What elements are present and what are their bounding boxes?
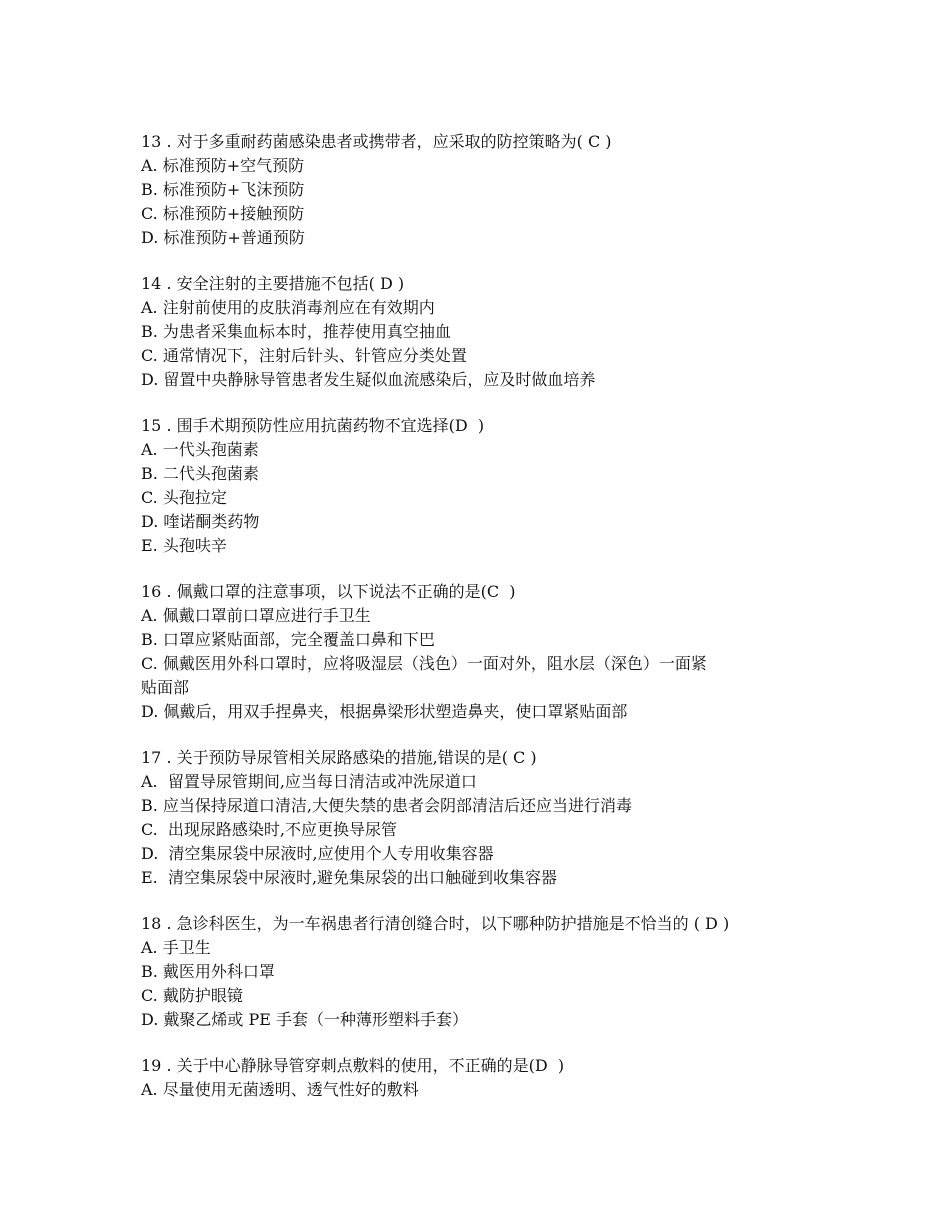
answer-option: C. 佩戴医用外科口罩时，应将吸湿层（浅色）一面对外，阻水层（深色）一面紧	[141, 654, 707, 673]
question-stem: 17 . 关于预防导尿管相关尿路感染的措施,错误的是( C )	[141, 748, 537, 767]
answer-option: C. 戴防护眼镜	[141, 986, 243, 1005]
question-18	[141, 912, 831, 1032]
answer-option: D. 戴聚乙烯或 PE 手套（一种薄形塑料手套）	[141, 1010, 469, 1029]
answer-option: C. 出现尿路感染时,不应更换导尿管	[141, 820, 398, 839]
answer-option-continuation: 贴面部	[141, 678, 190, 697]
answer-option: A. 注射前使用的皮肤消毒剂应在有效期内	[141, 298, 435, 317]
question-stem: 19 . 关于中心静脉导管穿刺点敷料的使用，不正确的是(D )	[141, 1056, 565, 1075]
answer-option: B. 标准预防+飞沫预防	[141, 180, 305, 199]
answer-option: C. 标准预防+接触预防	[141, 204, 305, 223]
question-stem: 13 . 对于多重耐药菌感染患者或携带者，应采取的防控策略为( C )	[141, 132, 612, 151]
question-17	[141, 746, 831, 890]
answer-option: D. 留置中央静脉导管患者发生疑似血流感染后，应及时做血培养	[141, 370, 596, 389]
answer-option: A. 留置导尿管期间,应当每日清洁或冲洗尿道口	[141, 772, 477, 791]
answer-option: D. 标准预防+普通预防	[141, 228, 305, 247]
question-stem: 15 . 围手术期预防性应用抗菌药物不宜选择(D )	[141, 416, 485, 435]
question-stem: 14 . 安全注射的主要措施不包括( D )	[141, 274, 405, 293]
question-16	[141, 580, 831, 724]
answer-option: B. 二代头孢菌素	[141, 464, 259, 483]
answer-option: D. 清空集尿袋中尿液时,应使用个人专用收集容器	[141, 844, 494, 863]
question-15	[141, 414, 831, 558]
answer-option: B. 为患者采集血标本时，推荐使用真空抽血	[141, 322, 451, 341]
question-14	[141, 272, 831, 392]
answer-option: A. 尽量使用无菌透明、透气性好的敷料	[141, 1080, 419, 1099]
answer-option: B. 戴医用外科口罩	[141, 962, 275, 981]
question-13	[141, 130, 831, 250]
answer-option: B. 口罩应紧贴面部，完全覆盖口鼻和下巴	[141, 630, 435, 649]
answer-option: A. 一代头孢菌素	[141, 440, 259, 459]
answer-option: E. 清空集尿袋中尿液时,避免集尿袋的出口触碰到收集容器	[141, 868, 558, 887]
question-stem: 18 . 急诊科医生，为一车祸患者行清创缝合时，以下哪种防护措施是不恰当的 ( D )	[141, 914, 730, 933]
question-list	[141, 130, 831, 1124]
question-19	[141, 1054, 831, 1102]
answer-option: B. 应当保持尿道口清洁,大便失禁的患者会阴部清洁后还应当进行消毒	[141, 796, 633, 815]
answer-option: D. 喹诺酮类药物	[141, 512, 260, 531]
answer-option: D. 佩戴后，用双手捏鼻夹，根据鼻梁形状塑造鼻夹，使口罩紧贴面部	[141, 702, 628, 721]
answer-option: A. 标准预防+空气预防	[141, 156, 305, 175]
answer-option: E. 头孢呋辛	[141, 536, 227, 555]
answer-option: A. 手卫生	[141, 938, 211, 957]
question-stem: 16 . 佩戴口罩的注意事项，以下说法不正确的是(C )	[141, 582, 516, 601]
answer-option: A. 佩戴口罩前口罩应进行手卫生	[141, 606, 371, 625]
answer-option: C. 头孢拉定	[141, 488, 227, 507]
answer-option: C. 通常情况下，注射后针头、针管应分类处置	[141, 346, 467, 365]
